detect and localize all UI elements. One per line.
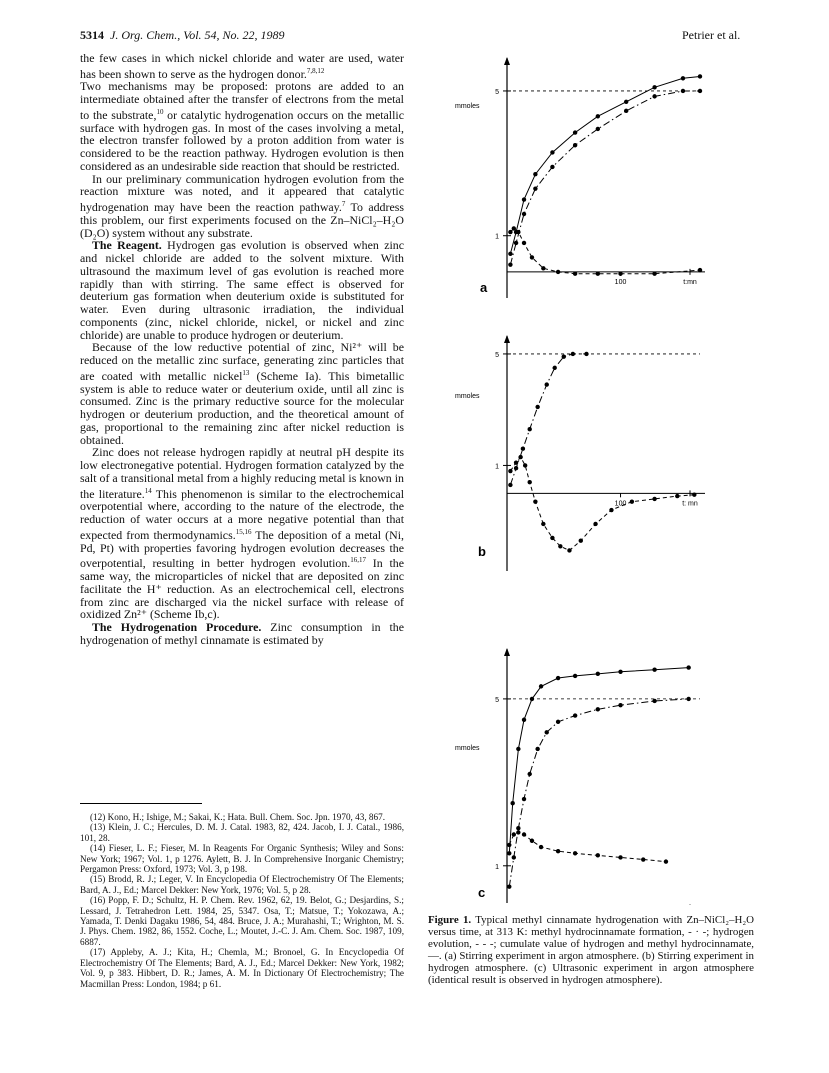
y-tick-label: 5 xyxy=(495,351,499,359)
caption-label: Figure 1. xyxy=(428,914,472,926)
series-line-solid xyxy=(510,77,700,254)
data-point xyxy=(522,241,526,245)
y-tick-label: 5 xyxy=(495,696,499,704)
data-point xyxy=(698,268,702,272)
data-point xyxy=(573,713,577,717)
caption-text: Typical methyl cinnamate hydrogenation with Zn–NiCl₂–H₂O versus time, at 313 K: methyl hydrocinnamate formation, - · -; hydrogen evolution, - - -; cumulate value of hydrogen and methyl hydrocinnamate, —. (a) Stirring experiment in argon atmosphere. (b) Stirring experiment in hydrogen atmosphere. (c) Ultrasonic experiment in argon atmosphere (identical result is observed in hydrogen atmosphere). xyxy=(428,914,754,986)
data-point xyxy=(624,100,628,104)
data-point xyxy=(512,855,516,859)
data-point xyxy=(573,143,577,147)
data-point xyxy=(675,494,679,498)
data-point xyxy=(545,730,549,734)
reference-item: (13) Klein, J. C.; Hercules, D. M. J. Catal. 1983, 82, 424. Jacob, I. J. Catal., 1986, 101, 28. xyxy=(80,822,404,843)
footnote-rule xyxy=(80,803,202,804)
data-point xyxy=(528,480,532,484)
data-point xyxy=(541,522,545,526)
data-point xyxy=(530,697,534,701)
data-point xyxy=(552,366,556,370)
figure-caption xyxy=(428,915,754,986)
data-point xyxy=(556,270,560,274)
data-point xyxy=(550,165,554,169)
paragraph: In our preliminary communication hydrogen evolution from the reaction mixture was noted, and it appeared that catalytic hydrogenation may have been the reaction pathway.$^7$ To address this problem, our first experiments focused on the Zn–NiCl₂–H₂O (D₂O) system without any substrate. xyxy=(80,171,404,240)
data-point xyxy=(698,74,702,78)
data-point xyxy=(558,544,562,548)
data-point xyxy=(550,536,554,540)
references xyxy=(80,812,404,989)
data-point xyxy=(596,707,600,711)
running-header xyxy=(80,28,285,43)
data-point xyxy=(573,130,577,134)
data-point xyxy=(539,845,543,849)
series-line-dashdot xyxy=(510,91,700,265)
panel-label: a xyxy=(480,280,488,295)
data-point xyxy=(512,832,516,836)
data-point xyxy=(514,241,518,245)
data-point xyxy=(652,497,656,501)
data-point xyxy=(686,665,690,669)
data-point xyxy=(507,884,511,888)
data-point xyxy=(596,114,600,118)
data-point xyxy=(596,672,600,676)
data-point xyxy=(521,447,525,451)
series-line-dashdot xyxy=(510,354,586,485)
data-point xyxy=(584,352,588,356)
reference-item: (14) Fieser, L. F.; Fieser, M. In Reagents For Organic Synthesis; Wiley and Sons: New York; 1967; Vol. 1, p 1276. Aylett, B. J. In Comprehensive Inorganic Chemistry; Pergamon Press: Oxford, 1973; Vol. 3, p 198. xyxy=(80,843,404,875)
series-line-dashed xyxy=(510,457,694,550)
x-tick-label: 100 xyxy=(614,278,627,286)
data-point xyxy=(596,272,600,276)
x-tick-label: 100 xyxy=(614,500,627,508)
y-tick-label: 1 xyxy=(495,233,499,241)
data-point xyxy=(652,272,656,276)
data-point xyxy=(516,826,520,830)
data-point xyxy=(681,89,685,93)
paragraph: The Hydrogenation Procedure. Zinc consumption in the hydrogenation of methyl cinnamate is estimated by xyxy=(80,620,404,647)
series-line-solid xyxy=(509,668,688,854)
data-point xyxy=(686,697,690,701)
data-point xyxy=(510,801,514,805)
data-point xyxy=(541,266,545,270)
data-point xyxy=(698,89,702,93)
data-point xyxy=(539,684,543,688)
body-text xyxy=(80,52,404,647)
data-point xyxy=(630,499,634,503)
paragraph: the few cases in which nickel chloride and water are used, water has been shown to serve as the hydrogen donor.$^{7,8,12}$ xyxy=(80,51,404,81)
data-point xyxy=(618,272,622,276)
series-line-dashed xyxy=(509,832,666,861)
data-point xyxy=(681,76,685,80)
chart-panel-b xyxy=(440,328,740,628)
data-point xyxy=(522,212,526,216)
data-point xyxy=(664,859,668,863)
data-point xyxy=(508,230,512,234)
author-header: Petrier et al. xyxy=(682,28,741,42)
series-line-dashed xyxy=(510,229,700,274)
data-point xyxy=(528,772,532,776)
data-point xyxy=(573,272,577,276)
paragraph: Because of the low reductive potential of zinc, Ni²⁺ will be reduced on the metallic zinc surface, generating zinc particles that are coated with metallic nickel$^{13}$ (Scheme Ia). This bimetallic system is able to reduce water or deuterium oxide, until all zinc is consumed. Zinc is the primary reductive source for the molecular hydrogen or deuterium production, and the theoretical amount of gas, proportional to the remaining zinc after nickel reduction is obtained. xyxy=(80,340,404,447)
data-point xyxy=(522,197,526,201)
paragraph: The Reagent. Hydrogen gas evolution is observed when zinc and nickel chloride are added to the solvent mixture. With ultrasound the maximum level of gas evolution is reached more rapidly than with stirring. The same effect is observed for deuterium gas formation when deuterium oxide is substituted for water. Even during ultrasonic irradiation, the individual components (zinc, nickel chloride, nickel, or nickel and zinc chloride) are unable to produce hydrogen or deuterium. xyxy=(80,238,404,342)
journal-citation: J. Org. Chem., Vol. 54, No. 22, 1989 xyxy=(110,28,285,42)
data-point xyxy=(516,830,520,834)
data-point xyxy=(652,667,656,671)
data-point xyxy=(533,186,537,190)
section-heading: The Hydrogenation Procedure. xyxy=(92,620,262,635)
reference-item: (15) Brodd, R. J.; Leger, V. In Encyclopedia Of Electrochemistry Of The Elements; Bard, A. J., Ed.; Marcel Dekker: New York, 1976; Vol. 5, p 28. xyxy=(80,874,404,895)
y-axis-arrow xyxy=(504,57,510,65)
paragraph: Zinc does not release hydrogen rapidly at neutral pH despite its low electronegative potential. Hydrogen formation catalyzed by the salt of a transitional metal from a highly reducing metal is known in the literature.$^{14}$ This phenomenon is similar to the electrochemical overpotential where, according to the nature of the electrode, the reduction of water occurs at a more negative potential than that expected from thermodynamics.$^{15,16}$ The deposition of a metal (Ni, Pd, Pt) with properties favoring hydrogen evolution decreases the overpotential, resulting in better hydrogen evolution.$^{16,17}$ In the same way, the microparticles of nickel that are deposited on zinc facilitate the H⁺ reduction. As an electrochemical cell, electrons from zinc are discharged via the nickel surface with release of oxidized Zn²⁺ (Scheme Ib,c). xyxy=(80,445,404,622)
data-point xyxy=(579,539,583,543)
x-axis-label: t:mn xyxy=(683,278,697,286)
page-number: 5314 xyxy=(80,28,104,42)
data-point xyxy=(535,747,539,751)
paragraph: Two mechanisms may be proposed: protons are added to an intermediate obtained after the transfer of electrons from the metal to the substrate,$^{10}$ or catalytic hydrogenation occurs on the metallic surface with hydrogen gas. In most of the cases involving a metal, the electron transfer followed by a proton addition from water is considered to be the reaction pathway. Hydrogen evolution is then considered as an undesirable side reaction that should be restricted. xyxy=(80,79,404,173)
data-point xyxy=(508,252,512,256)
data-point xyxy=(618,703,622,707)
data-point xyxy=(692,493,696,497)
data-point xyxy=(571,352,575,356)
data-point xyxy=(522,832,526,836)
data-point xyxy=(624,109,628,113)
reference-item: (16) Popp, F. D.; Schultz, H. P. Chem. Rev. 1962, 62, 19. Belot, G.; Desjardins, S.; Lessard, J. Tetrahedron Lett. 1984, 25, 5347. Osa, T.; Matsue, T.; Yokozawa, A.; Yamada, T. Denki Dagaku 1986, 54, 484. Bruce, J. A.; Murahashi, T.; Wrighton, M. S. J. Phys. Chem. 1982, 86, 1552. Coche, L.; Moutet, J.-C. J. Am. Chem. Soc. 1987, 109, 6887. xyxy=(80,895,404,947)
data-point xyxy=(652,85,656,89)
data-point xyxy=(508,483,512,487)
x-axis-label: t: mn xyxy=(682,500,698,508)
data-point xyxy=(535,405,539,409)
data-point xyxy=(507,851,511,855)
data-point xyxy=(516,747,520,751)
data-point xyxy=(618,855,622,859)
data-point xyxy=(562,355,566,359)
reference-item: (12) Kono, H.; Ishige, M.; Sakai, K.; Hata. Bull. Chem. Soc. Jpn. 1970, 43, 867. xyxy=(90,812,386,822)
series-line-dashdot xyxy=(509,699,688,887)
data-point xyxy=(641,857,645,861)
data-point xyxy=(573,851,577,855)
data-point xyxy=(556,849,560,853)
data-point xyxy=(530,839,534,843)
data-point xyxy=(508,469,512,473)
data-point xyxy=(618,670,622,674)
data-point xyxy=(556,720,560,724)
panel-label: c xyxy=(478,885,486,900)
y-tick-label: 5 xyxy=(495,88,499,96)
data-point xyxy=(528,427,532,431)
data-point xyxy=(523,463,527,467)
data-point xyxy=(567,548,571,552)
data-point xyxy=(514,466,518,470)
data-point xyxy=(512,226,516,230)
y-tick-label: 1 xyxy=(495,463,499,471)
data-point xyxy=(508,262,512,266)
data-point xyxy=(530,255,534,259)
y-axis-label: mmoles xyxy=(455,745,480,752)
data-point xyxy=(609,508,613,512)
data-point xyxy=(545,382,549,386)
data-point xyxy=(652,94,656,98)
reference-item: (17) Appleby, A. J.; Kita, H.; Chemla, M.; Bronoel, G. In Encyclopedia Of Electrochemistry Of The Elements; Bard, A. J., Ed.; Marcel Dekker: New York, 1982; Vol. 9, p 383. Hibbert, D. R.; James, A. M. In Dictionary Of Electrochemistry; The Macmillan Press: London, 1984; p 61. xyxy=(80,947,404,989)
data-point xyxy=(556,676,560,680)
data-point xyxy=(652,699,656,703)
data-point xyxy=(593,522,597,526)
data-point xyxy=(514,460,518,464)
data-point xyxy=(533,499,537,503)
data-point xyxy=(533,172,537,176)
data-point xyxy=(516,230,520,234)
data-point xyxy=(573,674,577,678)
data-point xyxy=(522,718,526,722)
y-axis-label: mmoles xyxy=(455,393,480,400)
data-point xyxy=(596,853,600,857)
data-point xyxy=(522,797,526,801)
y-axis-arrow xyxy=(504,335,510,343)
data-point xyxy=(507,843,511,847)
chart-panel-a xyxy=(440,50,740,315)
panel-label: b xyxy=(478,544,486,559)
chart-panel-c xyxy=(440,645,740,905)
section-heading: The Reagent. xyxy=(92,238,162,253)
data-point xyxy=(596,127,600,131)
y-axis-label: mmoles xyxy=(455,103,480,110)
data-point xyxy=(518,455,522,459)
y-tick-label: 1 xyxy=(495,863,499,871)
data-point xyxy=(550,150,554,154)
y-axis-arrow xyxy=(504,648,510,656)
